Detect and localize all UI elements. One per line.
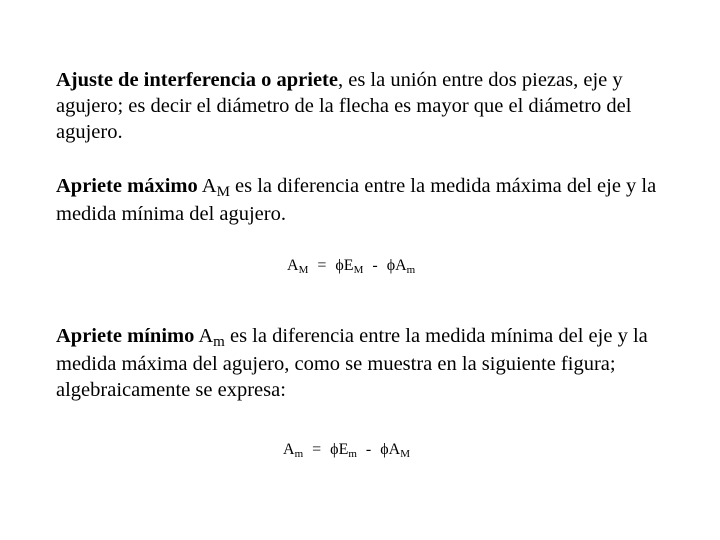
symbol-min-interference <box>198 325 225 350</box>
formula-minus: - <box>372 257 378 274</box>
formula-equals: = <box>317 257 327 274</box>
paragraph-min-interference <box>56 323 668 403</box>
formula-term1-subscript: m <box>348 448 357 460</box>
formula-term1-subscript: M <box>353 264 364 276</box>
formula-lhs-subscript: m <box>294 448 304 460</box>
formula-term2-subscript: m <box>406 264 416 276</box>
paragraph-max-interference-text: es la diferencia entre la medida máxima del eje y la medida mínima del agujero. <box>56 175 657 225</box>
formula-lhs-base: A <box>283 441 295 458</box>
formula-min-interference <box>283 440 410 461</box>
formula-term2-base: A <box>388 441 401 458</box>
symbol-max-interference <box>201 175 230 200</box>
formula-lhs-base: A <box>287 257 299 274</box>
formula-max-interference <box>287 256 415 277</box>
paragraph-interference-fit-text: , es la unión entre dos piezas, eje y agujero; es decir el diámetro de la flecha es mayor que el diámetro del agujero. <box>56 69 632 143</box>
phi-symbol: ϕ <box>386 257 396 274</box>
symbol-base: A <box>198 325 214 347</box>
paragraph-min-interference-text: es la diferencia entre la medida mínima del eje y la medida máxima del agujero, como se muestra en la siguiente figura; algebraicamente se expresa: <box>56 325 648 401</box>
formula-term2-subscript: M <box>400 448 411 460</box>
formula-term1-base: E <box>343 257 354 274</box>
formula-term1 <box>330 440 357 461</box>
formula-lhs <box>287 256 308 277</box>
term-max-interference: Apriete máximo <box>56 175 198 197</box>
formula-equals: = <box>312 441 322 458</box>
term-interference-fit: Ajuste de interferencia o apriete <box>56 69 338 91</box>
symbol-subscript: M <box>216 184 230 200</box>
formula-term2 <box>387 256 416 277</box>
phi-symbol: ϕ <box>380 441 389 458</box>
formula-term1-base: E <box>338 441 349 458</box>
paragraph-max-interference <box>56 173 668 227</box>
formula-term1 <box>335 256 363 277</box>
formula-minus: - <box>365 441 372 458</box>
paragraph-interference-fit <box>56 67 668 145</box>
formula-term2-base: A <box>395 257 407 274</box>
phi-symbol: ϕ <box>335 257 344 274</box>
formula-lhs <box>283 440 303 461</box>
symbol-base: A <box>201 175 217 197</box>
formula-term2 <box>380 440 410 461</box>
symbol-subscript: m <box>213 334 225 350</box>
term-min-interference: Apriete mínimo <box>56 325 195 347</box>
formula-lhs-subscript: M <box>298 264 309 276</box>
phi-symbol: ϕ <box>330 441 339 458</box>
